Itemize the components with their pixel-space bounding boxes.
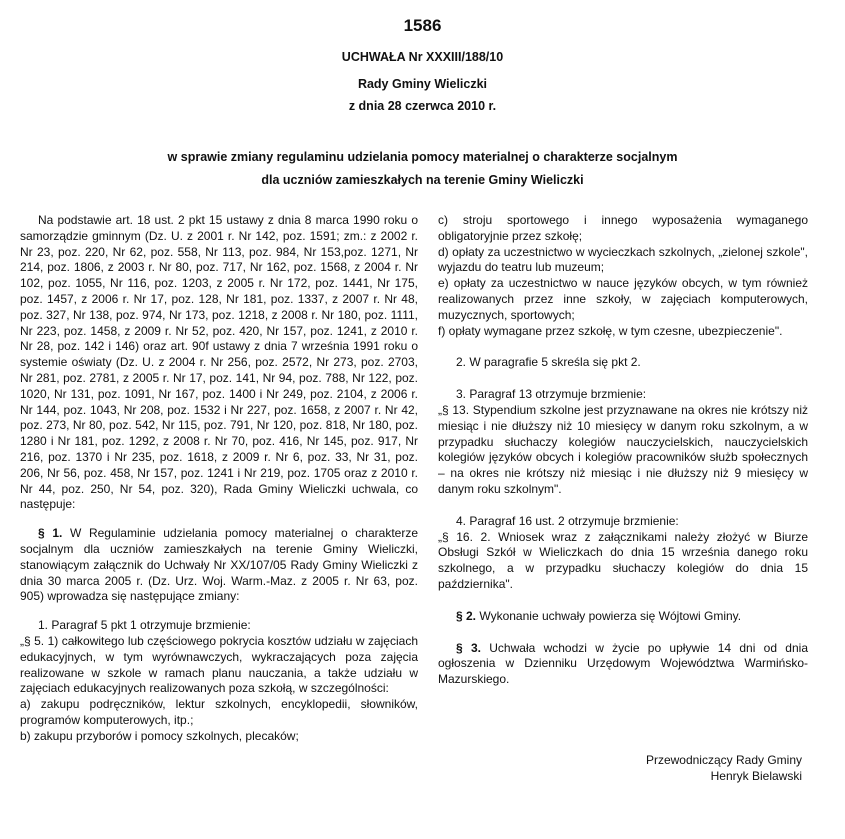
resolution-title: UCHWAŁA Nr XXXIII/188/10 bbox=[341, 50, 504, 64]
paragraph-1-label: § 1. bbox=[38, 526, 63, 541]
subject-line-1: w sprawie zmiany regulaminu udzielania pomocy materialnej o charakterze socjalnym bbox=[167, 150, 678, 164]
item-4-quote: „§ 16. 2. Wniosek wraz z załącznikami należy złożyć w Biurze Obsługi Szkół w Wieliczkach do dnia 15 września danego roku szkolnego, a w przypadku słuchaczy kolegiów do dnia 15 października". bbox=[438, 529, 808, 591]
resolution-issuer: Rady Gminy Wieliczki bbox=[357, 77, 488, 91]
item-1-b: b) zakupu przyborów i pomocy szkolnych, plecaków; bbox=[20, 728, 299, 743]
paragraph-1 bbox=[20, 526, 418, 605]
paragraph-3 bbox=[438, 641, 808, 688]
item-1-intro: 1. Paragraf 5 pkt 1 otrzymuje brzmienie: bbox=[38, 618, 251, 633]
item-3-quote: „§ 13. Stypendium szkolne jest przyznawane na okres nie krótszy niż miesiąc i nie dłuższy niż 10 miesięcy w danym roku szkolnym, a w przypadku słuchaczy kolegiów nauczycielskich, nauczycielskich kolegiów języków obcych i kolegiów pracowników służb społecznych – na okres nie krótszy niż miesiąc i nie dłuższy niż 9 miesięcy w danym roku szkolnym". bbox=[438, 402, 808, 496]
signature-name: Henryk Bielawski bbox=[710, 768, 802, 783]
item-1-f: f) opłaty wymagane przez szkołę, w tym czesne, ubezpieczenie". bbox=[438, 323, 783, 338]
paragraph-2 bbox=[438, 609, 808, 625]
signature-role: Przewodniczący Rady Gminy bbox=[645, 753, 802, 767]
item-4-intro: 4. Paragraf 16 ust. 2 otrzymuje brzmienie: bbox=[456, 513, 679, 528]
signature-block bbox=[540, 753, 802, 785]
document-number: 1586 bbox=[403, 16, 442, 35]
item-2: 2. W paragrafie 5 skreśla się pkt 2. bbox=[456, 355, 641, 370]
item-1-c: c) stroju sportowego i innego wyposażenia wymaganego obligatoryjnie przez szkołę; bbox=[438, 213, 808, 243]
right-column bbox=[438, 213, 808, 688]
item-1-quote: „§ 5. 1) całkowitego lub częściowego pokrycia kosztów udziału w zajęciach edukacyjnych, w tym wyrównawczych, wykraczających poza zajęcia realizowane w szkole w ramach planu nauczania, a także udziału w zajęciach edukacyjnych realizowanych poza szkołą, w szczególności: bbox=[20, 633, 418, 696]
resolution-date: z dnia 28 czerwca 2010 r. bbox=[348, 99, 497, 113]
paragraph-3-label: § 3. bbox=[456, 640, 481, 655]
item-1-a: a) zakupu podręczników, lektur szkolnych, encyklopedii, słowników, programów komputerowych, itp.; bbox=[20, 697, 418, 727]
preamble: Na podstawie art. 18 ust. 2 pkt 15 ustawy z dnia 8 marca 1990 roku o samorządzie gminnym (Dz. U. z 2001 r. Nr 142, poz. 1591; zm.: z 2002 r. Nr 23, poz. 220, Nr 62, poz. 558, Nr 113, poz. 984, Nr 153,poz. 1271, Nr 214, poz. 1806, z 2003 r. Nr 80, poz. 717, Nr 162, poz. 1568, z 2004 r. Nr 102, poz. 1055, Nr 116, poz. 1203, z 2005 r. Nr 172, poz. 1441, Nr 175, poz. 1457, z 2006 r. Nr 17, poz. 128, Nr 181, poz. 1337, z 2007 r. Nr 48, poz. 327, Nr 138, poz. 974, Nr 173, poz. 1218, z 2008 r. Nr 180, poz. 1111, Nr 223, poz. 1458, z 2009 r. Nr 52, poz. 420, Nr 157, poz. 1241, z 2010 r. Nr 28, poz. 142 i 146) oraz art. 90f ustawy z dnia 7 września 1991 roku o systemie oświaty (Dz. U. z 2004 r. Nr 256, poz. 2572, Nr 273, poz. 2703, Nr 281, poz. 2781, z 2005 r. Nr 17, poz. 141, Nr 94, poz. 788, Nr 122, poz. 1020, Nr 131, poz. 1091, Nr 167, poz. 1400 i Nr 249, poz. 2104, z 2006 r. Nr 144, poz. 1043, Nr 208, poz. 1532 i Nr 227, poz. 1658, z 2007 r. Nr 42, poz. 273, Nr 80, poz. 542, Nr 115, poz. 791, Nr 120, poz. 818, Nr 180, poz. 1280 i Nr 181, poz. 1292, z 2008 r. Nr 70, poz. 416, Nr 145, poz. 917, Nr 216, poz. 1370 i Nr 235, poz. 1618, z 2009 r. Nr 6, poz. 33, Nr 31, poz. 206, Nr 56, poz. 458, Nr 157, poz. 1241 i Nr 219, poz. 1705 oraz z 2010 r. Nr 44, poz. 250, Nr 54, poz. 320), Rada Gminy Wieliczki uchwala, co następuje: bbox=[20, 213, 418, 512]
item-1-e: e) opłaty za uczestnictwo w nauce języków obcych, w tym również realizowanych przez inne szkoły, w zajęciach komputerowych, muzycznych, sportowych; bbox=[438, 276, 808, 322]
left-column bbox=[20, 213, 418, 745]
paragraph-1-text: W Regulaminie udzielania pomocy materialnej o charakterze socjalnym dla uczniów zamieszkałych na terenie Gminy Wieliczki, stanowiącym załącznik do Uchwały Nr XX/107/05 Rady Gminy Wieliczki z dnia 30 marca 2005 r. (Dz. Urz. Woj. Warm.-Maz. z 2005 r. Nr 63, poz. 905) wprowadza się następujące zmiany: bbox=[20, 526, 419, 604]
paragraph-2-text: Wykonanie uchwały powierza się Wójtowi Gminy. bbox=[479, 608, 742, 623]
item-3-intro: 3. Paragraf 13 otrzymuje brzmienie: bbox=[456, 387, 647, 402]
item-1-d: d) opłaty za uczestnictwo w wycieczkach szkolnych, „zielonej szkole", wyjazdu do teatru lub muzeum; bbox=[438, 244, 808, 275]
paragraph-3-text: Uchwała wchodzi w życie po upływie 14 dni od dnia ogłoszenia w Dzienniku Urzędowym Województwa Warmińsko-Mazurskiego. bbox=[438, 640, 808, 687]
paragraph-2-label: § 2. bbox=[456, 608, 477, 623]
subject-line-2: dla uczniów zamieszkałych na terenie Gminy Wieliczki bbox=[261, 173, 584, 187]
